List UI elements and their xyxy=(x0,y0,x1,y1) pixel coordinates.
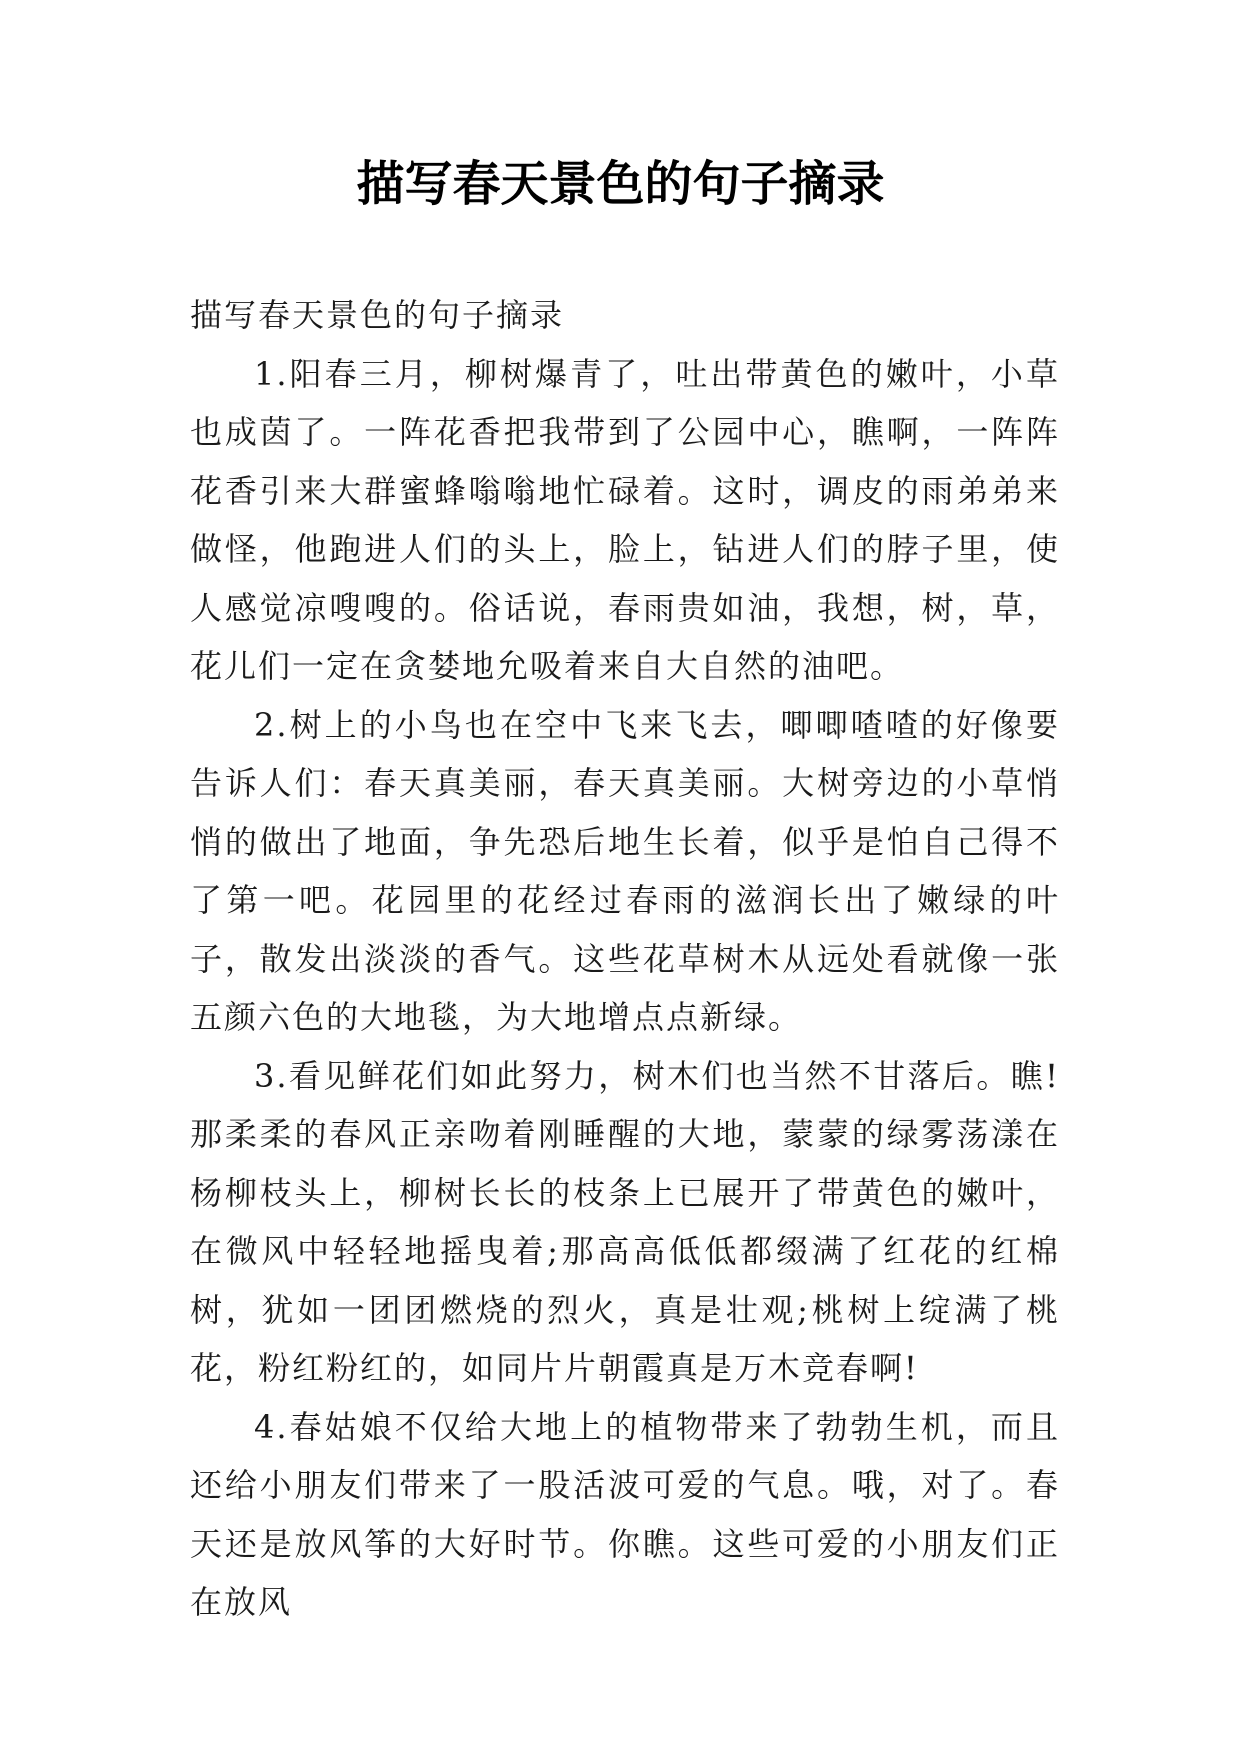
document-title: 描写春天景色的句子摘录 xyxy=(356,156,885,212)
paragraph-4: 4.春姑娘不仅给大地上的植物带来了勃勃生机，而且还给小朋友们带来了一股活波可爱的气息。哦，对了。春天还是放风筝的大好时节。你瞧。这些可爱的小朋友们正在放风 xyxy=(190,1407,1060,1621)
document-subtitle: 描写春天景色的句子摘录 xyxy=(190,296,565,334)
document-body xyxy=(190,286,1060,1632)
paragraph-1: 1.阳春三月，柳树爆青了，吐出带黄色的嫩叶，小草也成茵了。一阵花香把我带到了公园中心，瞧啊，一阵阵花香引来大群蜜蜂嗡嗡地忙碌着。这时，调皮的雨弟弟来做怪，他跑进人们的头上，脸上，钻进人们的脖子里，使人感觉凉嗖嗖的。俗话说，春雨贵如油，我想，树，草，花儿们一定在贪婪地允吸着来自大自然的油吧。 xyxy=(190,354,1060,685)
paragraph-2: 2.树上的小鸟也在空中飞来飞去，唧唧喳喳的好像要告诉人们：春天真美丽，春天真美丽。大树旁边的小草悄悄的做出了地面，争先恐后地生长着，似乎是怕自己得不了第一吧。花园里的花经过春雨的滋润长出了嫩绿的叶子，散发出淡淡的香气。这些花草树木从远处看就像一张五颜六色的大地毯，为大地增点点新绿。 xyxy=(190,705,1060,1036)
paragraph-3: 3.看见鲜花们如此努力，树木们也当然不甘落后。瞧!那柔柔的春风正亲吻着刚睡醒的大地，蒙蒙的绿雾荡漾在杨柳枝头上，柳树长长的枝条上已展开了带黄色的嫩叶，在微风中轻轻地摇曳着;那高高低低都缀满了红花的红棉树，犹如一团团燃烧的烈火，真是壮观;桃树上绽满了桃花，粉红粉红的，如同片片朝霞真是万木竞春啊! xyxy=(190,1056,1060,1387)
